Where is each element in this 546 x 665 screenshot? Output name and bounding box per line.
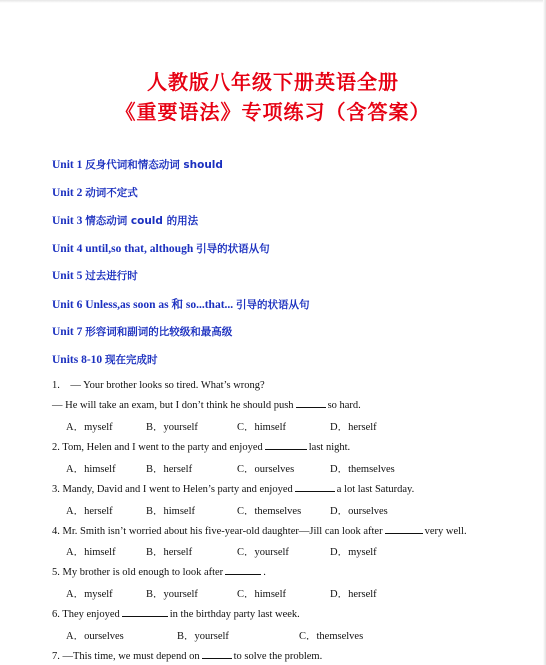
question-5-option-c: C．himself <box>237 589 286 600</box>
question-6-option-b: B．yourself <box>177 631 229 642</box>
question-text: 3. Mandy, David and I went to Helen’s party and enjoyed <box>52 484 293 495</box>
question-text: 4. Mr. Smith isn’t worried about his five-year-old daughter—Jill can look after <box>52 526 383 537</box>
question-2-option-d: D．themselves <box>330 464 395 475</box>
answer-blank <box>202 649 232 659</box>
toc-item-unit-7 <box>52 324 232 339</box>
question-text: so hard. <box>327 400 361 411</box>
answer-blank <box>296 398 326 408</box>
question-text: last night. <box>308 442 351 453</box>
answer-blank <box>295 482 335 492</box>
question-1-stem: 1. — Your brother looks so tired. What’s wrong? <box>52 380 265 391</box>
question-4-stem <box>52 524 467 537</box>
toc-topic: 形容词和副词的比较级和最高级 <box>85 326 233 338</box>
toc-unit-label: Unit 7 <box>52 326 83 338</box>
question-text: 7. —This time, we must depend on <box>52 651 200 662</box>
question-1-option-a: A．myself <box>66 422 113 433</box>
question-7-stem <box>52 649 322 662</box>
toc-item-units-8-10 <box>52 352 158 367</box>
question-6-option-a: A．ourselves <box>66 631 124 642</box>
question-5-option-b: B．yourself <box>146 589 198 600</box>
toc-item-unit-2 <box>52 185 138 200</box>
question-4-option-b: B．herself <box>146 547 193 558</box>
question-text: 2. Tom, Helen and I went to the party and enjoyed <box>52 442 263 453</box>
question-1-reply <box>52 398 361 411</box>
question-1-option-d: D．herself <box>330 422 377 433</box>
question-2-option-c: C．ourselves <box>237 464 295 475</box>
question-text: to solve the problem. <box>233 651 323 662</box>
question-6-stem <box>52 607 300 620</box>
toc-unit-label: Unit 4 until,so that, although <box>52 243 194 255</box>
answer-blank <box>122 607 168 617</box>
toc-unit-label: Unit 3 <box>52 215 83 227</box>
question-text: very well. <box>424 526 467 537</box>
toc-unit-label: Units 8-10 <box>52 354 103 366</box>
toc-topic: 现在完成时 <box>105 354 158 366</box>
question-text: — He will take an exam, but I don’t think he should push <box>52 400 294 411</box>
toc-topic: 动词不定式 <box>85 187 138 199</box>
toc-item-unit-6 <box>52 296 310 312</box>
question-4-option-d: D．myself <box>330 547 377 558</box>
toc-unit-label: Unit 2 <box>52 187 83 199</box>
toc-topic: 反身代词和情态动词 should <box>85 159 223 171</box>
document-title-line-2: 《重要语法》专项练习（含答案） <box>115 100 431 124</box>
document-title-line-1: 人教版八年级下册英语全册 <box>147 70 399 94</box>
toc-topic: 引导的状语从句 <box>236 299 310 311</box>
question-6-option-c: C．themselves <box>299 631 364 642</box>
toc-item-unit-1 <box>52 157 223 172</box>
question-3-option-a: A．herself <box>66 506 113 517</box>
toc-unit-label: Unit 6 Unless,as soon as 和 so...that... <box>52 299 234 311</box>
question-3-stem <box>52 482 414 495</box>
question-3-option-d: D．ourselves <box>330 506 388 517</box>
question-text: 5. My brother is old enough to look after <box>52 567 224 578</box>
question-2-option-a: A．himself <box>66 464 116 475</box>
question-text: a lot last Saturday. <box>336 484 415 495</box>
question-2-option-b: B．herself <box>146 464 193 475</box>
question-2-stem <box>52 440 350 453</box>
question-4-option-a: A．himself <box>66 547 116 558</box>
question-4-option-c: C．yourself <box>237 547 289 558</box>
question-3-option-b: B．himself <box>146 506 195 517</box>
toc-unit-label: Unit 1 <box>52 159 83 171</box>
toc-topic: 引导的状语从句 <box>196 243 270 255</box>
question-text: . <box>263 567 266 578</box>
toc-item-unit-5 <box>52 268 138 283</box>
question-5-option-a: A．myself <box>66 589 113 600</box>
question-1-option-c: C．himself <box>237 422 286 433</box>
question-5-option-d: D．herself <box>330 589 377 600</box>
answer-blank <box>385 524 423 534</box>
question-1-option-b: B．yourself <box>146 422 198 433</box>
answer-blank <box>225 565 261 575</box>
question-text: in the birthday party last week. <box>169 609 300 620</box>
toc-topic: 过去进行时 <box>85 270 138 282</box>
toc-unit-label: Unit 5 <box>52 270 83 282</box>
toc-topic: 情态动词 could 的用法 <box>85 215 199 227</box>
question-text: 6. They enjoyed <box>52 609 120 620</box>
toc-item-unit-3 <box>52 213 198 228</box>
question-5-stem <box>52 565 266 578</box>
answer-blank <box>265 440 307 450</box>
question-3-option-c: C．themselves <box>237 506 302 517</box>
page-edge-top <box>0 0 546 3</box>
toc-item-unit-4 <box>52 241 270 256</box>
